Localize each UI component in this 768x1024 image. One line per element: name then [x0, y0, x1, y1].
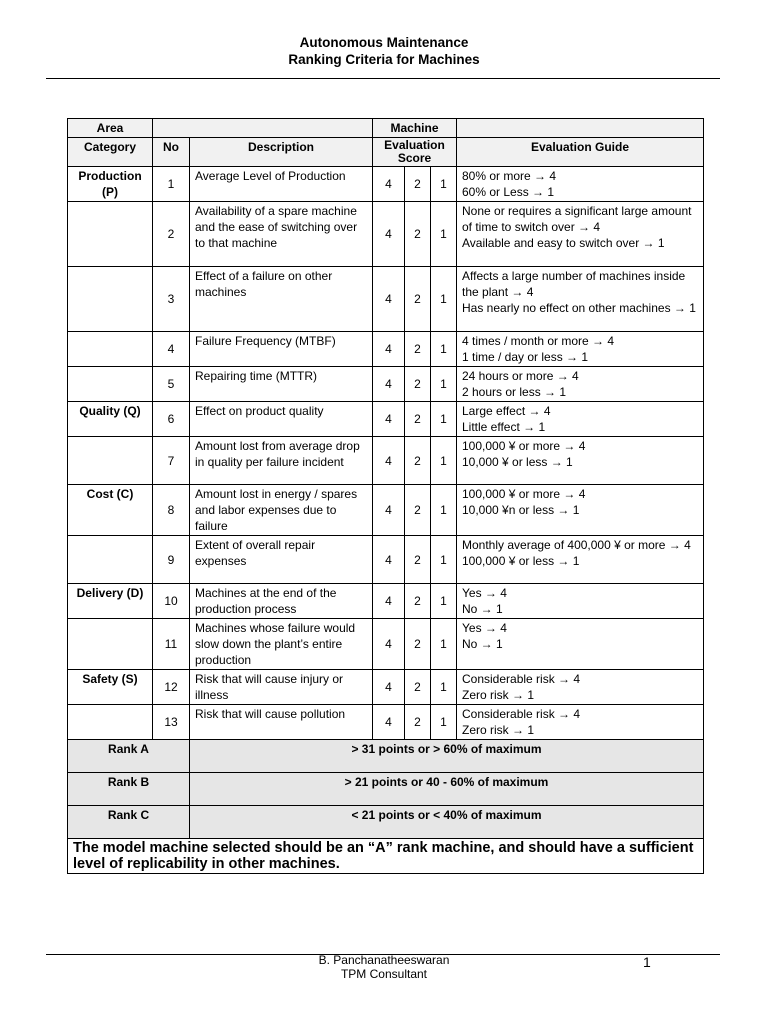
page-number: 1: [643, 954, 651, 970]
score-4: 4: [373, 202, 405, 267]
rank-label: Rank B: [68, 773, 190, 806]
score-1: 1: [431, 332, 457, 367]
score-1: 1: [431, 167, 457, 202]
score-4: 4: [373, 485, 405, 536]
category-cell: Production (P): [68, 167, 153, 202]
criterion-description: Amount lost in energy / spares and labor expenses due to failure: [190, 485, 373, 536]
score-1: 1: [431, 437, 457, 485]
ranking-criteria-table: [67, 118, 704, 874]
category-cell: Quality (Q): [68, 402, 153, 437]
criterion-description: Repairing time (MTTR): [190, 367, 373, 402]
document-subtitle: Ranking Criteria for Machines: [288, 52, 480, 67]
criteria-row: [68, 332, 704, 367]
evaluation-guide: 80% or more → 4 60% or Less → 1: [457, 167, 704, 202]
footer-role: TPM Consultant: [340, 967, 428, 981]
evaluation-guide: Considerable risk → 4 Zero risk → 1: [457, 705, 704, 740]
score-2: 2: [405, 332, 431, 367]
evaluation-score-header: Evaluation Score: [373, 138, 457, 167]
category-cell: [68, 367, 153, 402]
item-number: 8: [153, 485, 190, 536]
score-4: 4: [373, 402, 405, 437]
score-4: 4: [373, 670, 405, 705]
criterion-description: Failure Frequency (MTBF): [190, 332, 373, 367]
area-header: Area: [68, 119, 153, 138]
item-number: 9: [153, 536, 190, 584]
evaluation-guide: None or requires a significant large amount of time to switch over → 4 Available and easy to switch over → 1: [457, 202, 704, 267]
score-2: 2: [405, 619, 431, 670]
criterion-description: Effect on product quality: [190, 402, 373, 437]
evaluation-guide: Monthly average of 400,000 ¥ or more → 4 100,000 ¥ or less → 1: [457, 536, 704, 584]
criterion-description: Availability of a spare machine and the ease of switching over to that machine: [190, 202, 373, 267]
item-number: 12: [153, 670, 190, 705]
category-cell: [68, 202, 153, 267]
evaluation-guide: Affects a large number of machines inside the plant → 4 Has nearly no effect on other machines → 1: [457, 267, 704, 332]
criterion-description: Risk that will cause injury or illness: [190, 670, 373, 705]
evaluation-guide: Large effect → 4 Little effect → 1: [457, 402, 704, 437]
score-2: 2: [405, 202, 431, 267]
score-2: 2: [405, 705, 431, 740]
criteria-row: [68, 202, 704, 267]
rank-criteria: > 31 points or > 60% of maximum: [190, 740, 704, 773]
score-1: 1: [431, 267, 457, 332]
score-2: 2: [405, 402, 431, 437]
criteria-row: [68, 437, 704, 485]
criteria-row: [68, 670, 704, 705]
footer-author: B. Panchanatheeswaran: [318, 953, 450, 967]
criterion-description: Extent of overall repair expenses: [190, 536, 373, 584]
score-4: 4: [373, 536, 405, 584]
score-1: 1: [431, 670, 457, 705]
item-number: 2: [153, 202, 190, 267]
score-4: 4: [373, 167, 405, 202]
evaluation-guide: Considerable risk → 4 Zero risk → 1: [457, 670, 704, 705]
category-cell: [68, 437, 153, 485]
score-2: 2: [405, 536, 431, 584]
score-4: 4: [373, 267, 405, 332]
rank-criteria: > 21 points or 40 - 60% of maximum: [190, 773, 704, 806]
evaluation-guide: Yes → 4 No → 1: [457, 619, 704, 670]
score-2: 2: [405, 267, 431, 332]
item-number: 7: [153, 437, 190, 485]
description-header: Description: [190, 138, 373, 167]
score-4: 4: [373, 705, 405, 740]
evaluation-guide: 4 times / month or more → 4 1 time / day or less → 1: [457, 332, 704, 367]
header-row-columns: [68, 138, 704, 167]
item-number: 10: [153, 584, 190, 619]
category-cell: [68, 267, 153, 332]
selection-note: The model machine selected should be an “A” rank machine, and should have a sufficient level of replicability in other machines.: [68, 839, 704, 874]
evaluation-guide: 24 hours or more → 4 2 hours or less → 1: [457, 367, 704, 402]
criteria-row: [68, 536, 704, 584]
area-blank-cell: [153, 119, 373, 138]
no-header: No: [153, 138, 190, 167]
score-1: 1: [431, 584, 457, 619]
rank-row: [68, 806, 704, 839]
rank-criteria: < 21 points or < 40% of maximum: [190, 806, 704, 839]
criterion-description: Machines at the end of the production process: [190, 584, 373, 619]
category-cell: Delivery (D): [68, 584, 153, 619]
score-4: 4: [373, 619, 405, 670]
score-2: 2: [405, 485, 431, 536]
rank-label: Rank A: [68, 740, 190, 773]
item-number: 3: [153, 267, 190, 332]
item-number: 13: [153, 705, 190, 740]
evaluation-guide: Yes → 4 No → 1: [457, 584, 704, 619]
machine-blank-cell: [457, 119, 704, 138]
item-number: 6: [153, 402, 190, 437]
criterion-description: Effect of a failure on other machines: [190, 267, 373, 332]
score-4: 4: [373, 332, 405, 367]
criteria-row: [68, 267, 704, 332]
score-1: 1: [431, 705, 457, 740]
category-header: Category: [68, 138, 153, 167]
score-4: 4: [373, 584, 405, 619]
score-1: 1: [431, 485, 457, 536]
item-number: 4: [153, 332, 190, 367]
document-title: Autonomous Maintenance: [299, 35, 469, 50]
category-cell: [68, 332, 153, 367]
category-cell: [68, 536, 153, 584]
score-2: 2: [405, 670, 431, 705]
criterion-description: Amount lost from average drop in quality per failure incident: [190, 437, 373, 485]
criteria-row: [68, 705, 704, 740]
criteria-row: [68, 167, 704, 202]
category-cell: Safety (S): [68, 670, 153, 705]
criterion-description: Risk that will cause pollution: [190, 705, 373, 740]
criteria-row: [68, 485, 704, 536]
evaluation-guide-header: Evaluation Guide: [457, 138, 704, 167]
criteria-row: [68, 619, 704, 670]
rank-label: Rank C: [68, 806, 190, 839]
category-cell: [68, 619, 153, 670]
score-2: 2: [405, 437, 431, 485]
score-2: 2: [405, 584, 431, 619]
rank-row: [68, 740, 704, 773]
rank-row: [68, 773, 704, 806]
criteria-row: [68, 402, 704, 437]
item-number: 5: [153, 367, 190, 402]
score-1: 1: [431, 402, 457, 437]
evaluation-guide: 100,000 ¥ or more → 4 10,000 ¥n or less → 1: [457, 485, 704, 536]
score-2: 2: [405, 167, 431, 202]
header-row-area: [68, 119, 704, 138]
criterion-description: Machines whose failure would slow down the plant’s entire production: [190, 619, 373, 670]
header-rule: [46, 78, 720, 79]
score-4: 4: [373, 367, 405, 402]
criteria-row: [68, 584, 704, 619]
criteria-row: [68, 367, 704, 402]
score-1: 1: [431, 619, 457, 670]
criterion-description: Average Level of Production: [190, 167, 373, 202]
category-cell: Cost (C): [68, 485, 153, 536]
score-1: 1: [431, 536, 457, 584]
machine-header: Machine: [373, 119, 457, 138]
score-1: 1: [431, 367, 457, 402]
item-number: 1: [153, 167, 190, 202]
score-1: 1: [431, 202, 457, 267]
evaluation-guide: 100,000 ¥ or more → 4 10,000 ¥ or less → 1: [457, 437, 704, 485]
item-number: 11: [153, 619, 190, 670]
score-4: 4: [373, 437, 405, 485]
note-row: [68, 839, 704, 874]
category-cell: [68, 705, 153, 740]
score-2: 2: [405, 367, 431, 402]
